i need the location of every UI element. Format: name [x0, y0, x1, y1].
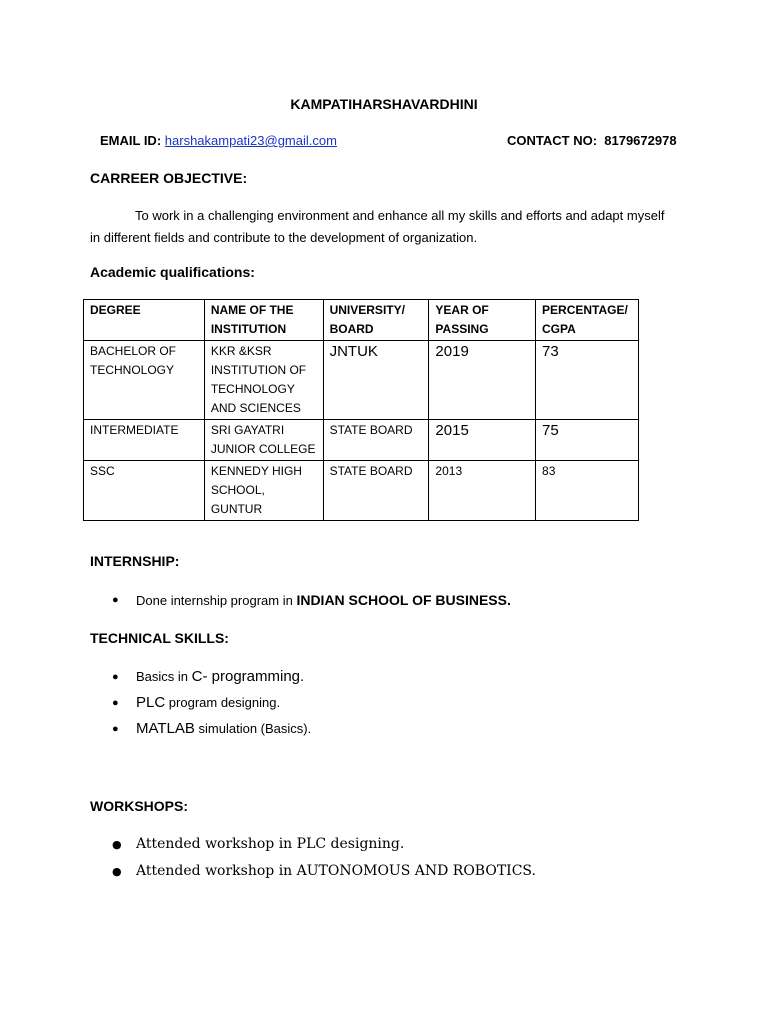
email-row: [100, 133, 337, 148]
workshops-heading: WORKSHOPS:: [90, 798, 188, 814]
table-cell: 75: [536, 420, 639, 461]
table-row: [84, 461, 639, 521]
internship-heading: INTERNSHIP:: [90, 553, 180, 569]
skill-text: program designing.: [165, 695, 281, 710]
column-header: PERCENTAGE/ CGPA: [536, 300, 639, 341]
list-item: [112, 858, 536, 885]
table-cell: 2015: [429, 420, 536, 461]
candidate-name: KAMPATIHARSHAVARDHINI: [290, 96, 478, 112]
table-cell: INTERMEDIATE: [84, 420, 205, 461]
email-label: EMAIL ID:: [100, 133, 162, 148]
list-item: [112, 690, 311, 716]
internship-org: INDIAN SCHOOL OF BUSINESS.: [296, 592, 511, 608]
skill-text: simulation (Basics).: [194, 721, 312, 736]
email-link[interactable]: harshakampati23@gmail.com: [164, 133, 337, 148]
academic-table: [83, 299, 639, 521]
skills-heading: TECHNICAL SKILLS:: [90, 630, 229, 646]
table-row: [84, 420, 639, 461]
skill-highlight: C- programming.: [191, 668, 305, 685]
table-cell: 83: [536, 461, 639, 521]
bullet-icon: ●: [112, 594, 119, 606]
column-header: UNIVERSITY/ BOARD: [323, 300, 429, 341]
contact-label: CONTACT NO:: [507, 133, 598, 148]
table-cell: SSC: [84, 461, 205, 521]
list-item: [112, 831, 536, 858]
internship-list: [112, 587, 511, 614]
table-cell: STATE BOARD: [323, 461, 429, 521]
skill-text: Basics in: [136, 669, 192, 684]
table-cell: KKR &KSR INSTITUTION OF TECHNOLOGY AND SCIENCES: [204, 341, 323, 420]
bullet-icon: ●: [112, 865, 122, 878]
objective-heading: CARREER OBJECTIVE:: [90, 170, 248, 186]
table-cell: STATE BOARD: [323, 420, 429, 461]
table-cell: 73: [536, 341, 639, 420]
table-row: [84, 341, 639, 420]
list-item: [112, 716, 311, 742]
table-header-row: [84, 300, 639, 341]
table-cell: SRI GAYATRI JUNIOR COLLEGE: [204, 420, 323, 461]
skill-highlight: MATLAB: [136, 720, 195, 737]
list-item: [112, 664, 311, 690]
bullet-icon: ●: [112, 838, 122, 851]
objective-text: To work in a challenging environment and enhance all my skills and efforts and adapt myself in different fields and contribute to the development of organization.: [90, 208, 665, 245]
list-item: [112, 587, 511, 614]
internship-text: Done internship program in: [136, 593, 293, 608]
column-header: DEGREE: [84, 300, 205, 341]
bullet-icon: ●: [112, 671, 119, 683]
table-cell: JNTUK: [323, 341, 429, 420]
contact-row: [507, 133, 677, 148]
workshop-text: Attended workshop in AUTONOMOUS AND ROBOTICS.: [136, 863, 536, 879]
table-cell: 2019: [429, 341, 536, 420]
contact-number: 8179672978: [604, 133, 677, 148]
column-header: YEAR OF PASSING: [429, 300, 536, 341]
column-header: NAME OF THE INSTITUTION: [204, 300, 323, 341]
skill-highlight: PLC: [136, 694, 166, 711]
table-cell: 2013: [429, 461, 536, 521]
academics-heading: Academic qualifications:: [90, 264, 255, 280]
workshop-text: Attended workshop in PLC designing.: [136, 836, 405, 852]
skills-list: [112, 664, 311, 742]
table-cell: KENNEDY HIGH SCHOOL, GUNTUR: [204, 461, 323, 521]
bullet-icon: ●: [112, 697, 119, 709]
workshops-list: [112, 831, 536, 885]
table-cell: BACHELOR OF TECHNOLOGY: [84, 341, 205, 420]
bullet-icon: ●: [112, 723, 119, 735]
